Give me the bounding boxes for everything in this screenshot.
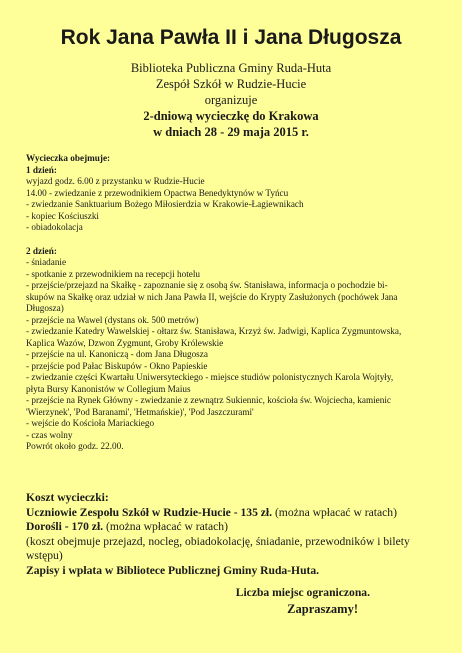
program-section <box>26 153 444 453</box>
invitation: Zapraszamy! <box>287 602 358 616</box>
day1-item: - zwiedzanie Sanktuarium Bożego Miłosierdzia w Krakowie-Łagiewnikach <box>26 199 304 209</box>
day1-item: 14.00 - zwiedzanie z przewodnikiem Opactwa Benedyktynów w Tyńcu <box>26 187 289 198</box>
day2-item: Długosza) <box>26 303 64 313</box>
limited-places: Liczba miejsc ograniczona. <box>235 586 370 599</box>
signup-info: Zapisy i wpłata w Bibliotece Publicznej Gminy Ruda-Huta. <box>26 563 320 577</box>
program-heading: Wycieczka obejmuje: <box>26 153 111 163</box>
day2-label: 2 dzień: <box>26 245 57 256</box>
day2-item: płyta Bursy Kanonistów w Collegium Maius <box>26 383 191 394</box>
day2-item: - śniadanie <box>26 257 67 267</box>
students-note: (można wpłacać w ratach) <box>272 505 397 519</box>
day1-item: - obiadokolacja <box>26 222 83 232</box>
students-price: Uczniowie Zespołu Szkół w Rudzie-Hucie - 135 zł. <box>26 505 273 519</box>
day2-item: - przejście na ul. Kanoniczą - dom Jana Długosza <box>26 349 208 359</box>
day1-item: wyjazd godz. 6.00 z przystanku w Rudzie-Hucie <box>26 176 205 186</box>
costs-section <box>26 491 444 579</box>
day2-item: Kaplica Wazów, Dzwon Zygmunt, Groby Królewskie <box>26 337 224 348</box>
day2-item: skupów na Skałkę oraz udział w nich Jana Pawła II, wejście do Krypty Zasłużonych (pochówek Jana <box>26 291 398 302</box>
day2-item: - przejście/przejazd na Skałkę - zapoznanie się z osobą św. Stanisława, informacja o pochodzie bi- <box>26 280 388 290</box>
page-title: Rok Jana Pawła II i Jana Długosza <box>60 26 402 49</box>
cost-includes: (koszt obejmuje przejazd, nocleg, obiadokolację, śniadanie, przewodników i bilety <box>26 534 410 548</box>
closing-block <box>0 585 462 617</box>
spacer <box>26 234 444 246</box>
day2-item: 'Wierzynek', 'Pod Baranami', 'Hetmańskie)', 'Pod Jaszczurami' <box>26 406 254 417</box>
day2-item: - przejście pod Pałac Biskupów - Okno Papieskie <box>26 360 208 371</box>
students-price-line <box>26 506 444 521</box>
cost-includes-cont: wstępu) <box>26 549 63 563</box>
day2-item: - czas wolny <box>26 429 73 440</box>
organizer-library: Biblioteka Publiczna Gminy Ruda-Huta <box>130 61 332 75</box>
organizes-word: organizuje <box>204 93 258 107</box>
trip-dates: w dniach 28 - 29 maja 2015 r. <box>153 125 309 139</box>
day2-item: - przejście na Rynek Główny - zwiedzanie z zewnątrz Sukiennic, kościoła św. Wojciecha, kamienic <box>26 395 391 405</box>
organizers-block <box>0 60 462 140</box>
adults-price: Dorośli - 170 zł. <box>26 520 104 534</box>
organizer-school: Zespół Szkół w Rudzie-Hucie <box>155 77 307 91</box>
costs-heading: Koszt wycieczki: <box>26 491 109 504</box>
day2-item: - przejście na Wawel (dystans ok. 500 metrów) <box>26 314 199 325</box>
adults-price-line <box>26 520 444 535</box>
adults-note: (można wpłacać w ratach) <box>103 520 228 534</box>
day2-item: - zwiedzanie Katedry Wawelskiej - ołtarz św. Stanisława, Krzyż św. Jadwigi, Kaplica Zygmuntowska, <box>26 326 402 336</box>
day2-item: - zwiedzanie części Kwartału Uniwersyteckiego - miejsce studiów polonistycznych Karola Wojtyły, <box>26 372 394 382</box>
day2-item: - wejście do Kościoła Mariackiego <box>26 418 155 428</box>
return-time: Powrót około godz. 22.00. <box>26 441 124 451</box>
day2-item: - spotkanie z przewodnikiem na recepcji hotelu <box>26 268 200 279</box>
day1-label: 1 dzień: <box>26 164 57 175</box>
day1-item: - kopiec Kościuszki <box>26 210 99 221</box>
trip-name: 2-dniową wycieczkę do Krakowa <box>143 109 319 123</box>
